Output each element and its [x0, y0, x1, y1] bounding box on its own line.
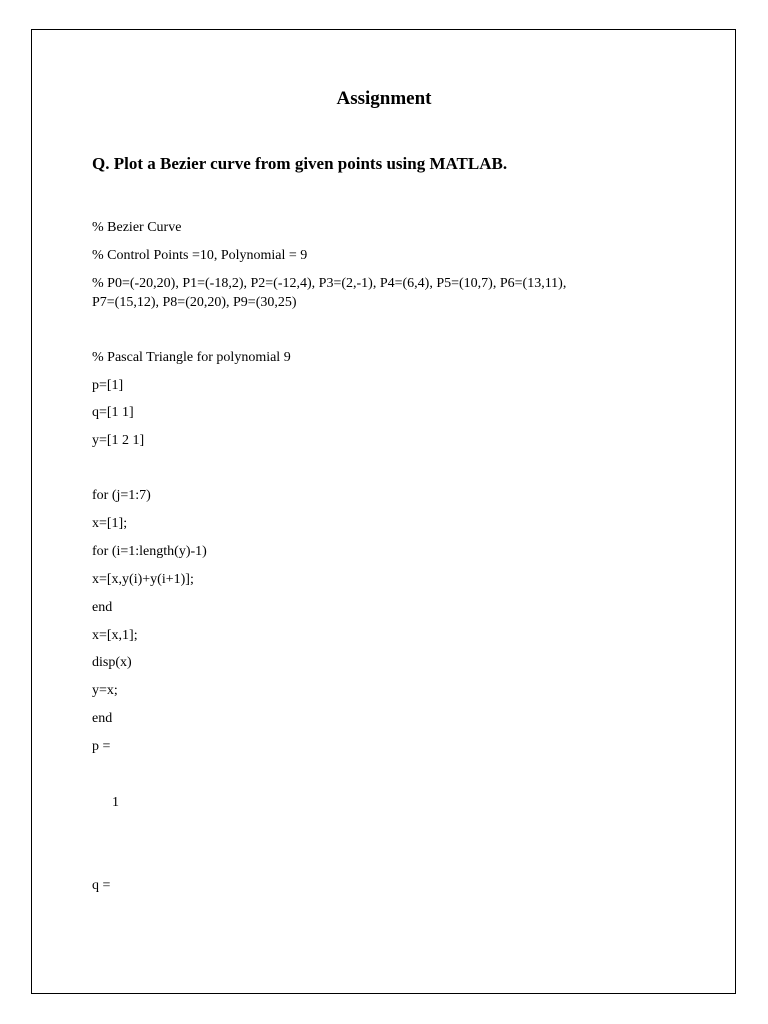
code-end-outer: end — [92, 711, 113, 726]
code-for-j: for (j=1:7) — [92, 488, 151, 503]
code-p-init: p=[1] — [92, 378, 124, 393]
code-x-append: x=[x,y(i)+y(i+1)]; — [92, 572, 194, 587]
comment-points-line-1: % P0=(-20,20), P1=(-18,2), P2=(-12,4), P3=(2,-1), P4=(6,4), P5=(10,7), P6=(13,11), — [92, 276, 567, 291]
comment-points-line-2: P7=(15,12), P8=(20,20), P9=(30,25) — [92, 295, 297, 310]
output-q-label: q = — [92, 878, 111, 893]
code-x-close: x=[x,1]; — [92, 628, 138, 643]
comment-pascal-triangle: % Pascal Triangle for polynomial 9 — [92, 350, 291, 365]
code-for-i: for (i=1:length(y)-1) — [92, 544, 207, 559]
code-end-inner: end — [92, 600, 113, 615]
code-y-init: y=[1 2 1] — [92, 433, 145, 448]
output-p-label: p = — [92, 739, 111, 754]
code-disp: disp(x) — [92, 655, 132, 670]
document-title: Assignment — [336, 88, 432, 109]
code-q-init: q=[1 1] — [92, 405, 134, 420]
question-heading: Q. Plot a Bezier curve from given points using MATLAB. — [92, 154, 508, 173]
output-p-value: 1 — [112, 795, 119, 810]
comment-control-points: % Control Points =10, Polynomial = 9 — [92, 248, 308, 263]
code-x-init: x=[1]; — [92, 516, 128, 531]
comment-bezier-curve: % Bezier Curve — [92, 220, 182, 235]
code-y-assign: y=x; — [92, 683, 118, 698]
